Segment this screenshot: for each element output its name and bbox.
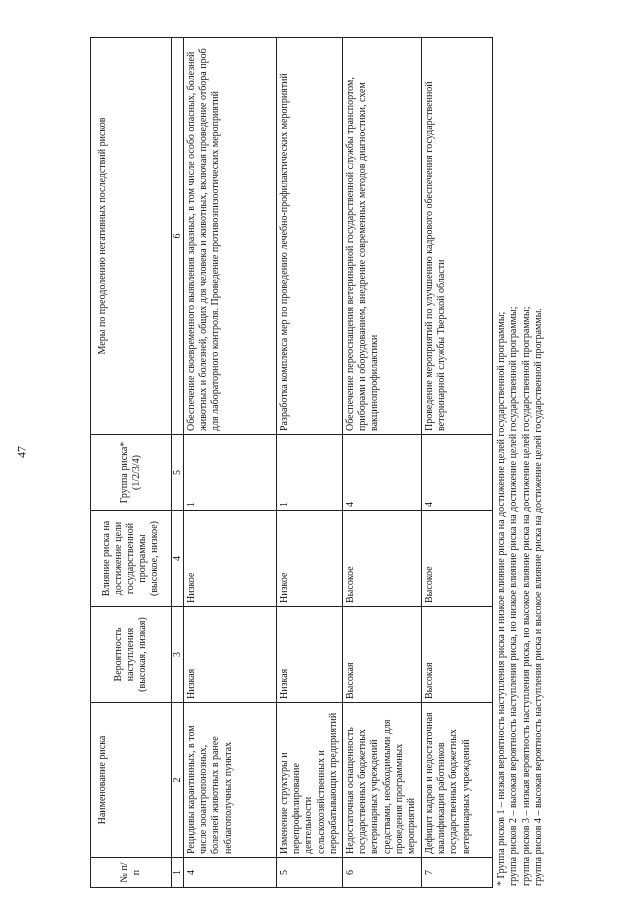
header-probability: Вероятность наступления (высокая, низкая) (91, 607, 172, 703)
impact-cell: Высокое (421, 511, 492, 607)
table-row (184, 38, 277, 888)
measures-cell: Разработка комплекса мер по проведению лечебно-профилактических мероприятий (277, 38, 343, 435)
risk-group-cell: 4 (342, 435, 421, 511)
header-measures: Меры по преодолению негативных последствий рисков (91, 38, 172, 435)
table-row (421, 38, 492, 888)
table-row (342, 38, 421, 888)
column-number: 4 (172, 511, 184, 607)
measures-cell: Обеспечение переоснащения ветеринарной государственной службы транспортом, приборами и оборудованием, внедрение современных методов диагностики, схем вакцинопрофилактики (342, 38, 421, 435)
risk-name-cell: Рецидивы карантинных, в том числе зооантропонозных, болезней животных в ранее неблагополучных пунктах (184, 703, 277, 858)
header-risk-group: Группа риска* (1/2/3/4) (91, 435, 172, 511)
column-number: 6 (172, 38, 184, 435)
risk-name-cell: Недостаточная оснащенность государственных бюджетных ветеринарных учреждений средствами, необходимыми для проведения программных мероприятий (342, 703, 421, 858)
risk-group-cell: 1 (184, 435, 277, 511)
column-number: 2 (172, 703, 184, 858)
footnote-line: группа рисков 2 – высокая вероятность наступления риска, но низкое влияние риска на достижение целей государственной программы; (508, 306, 520, 886)
risk-table (90, 37, 493, 888)
column-number: 5 (172, 435, 184, 511)
probability-cell: Высокая (342, 607, 421, 703)
footnote-line: * Группа рисков 1 – низкая вероятность наступления риска и низкое влияние риска на достижение целей государственной программы; (495, 311, 507, 886)
footnote-line: группа рисков 4 – высокая вероятность наступления риска и высокое влияние риска на достижение целей государственной программы. (533, 308, 545, 886)
column-number: 1 (172, 858, 184, 888)
risk-group-footnote (496, 38, 546, 888)
risk-name-cell: Изменение структуры и перепрофилирование деятельности сельскохозяйственных и перерабатывающих предприятий (277, 703, 343, 858)
measures-cell: Обеспечение своевременного выявления заразных, в том числе особо опасных, болезней животных и болезней, общих для человека и животных, включая проведение отбора проб для лабораторного контроля. Проведение противоэпизоотических мероприятий (184, 38, 277, 435)
column-number-row (172, 38, 184, 888)
probability-cell: Высокая (421, 607, 492, 703)
probability-cell: Низкая (184, 607, 277, 703)
page-number: 47 (14, 446, 29, 458)
impact-cell: Высокое (342, 511, 421, 607)
impact-cell: Низкое (184, 511, 277, 607)
risk-group-cell: 1 (277, 435, 343, 511)
column-number: 3 (172, 607, 184, 703)
measures-cell: Проведение мероприятий по улучшению кадрового обеспечения государственной ветеринарной службы Тверской области (421, 38, 492, 435)
header-impact: Влияние риска на достижение цели государственной программы (высокое, низкое) (91, 511, 172, 607)
footnote-line: группа рисков 3 – низкая вероятность наступления риска, но высокое влияние риска на достижение целей государственной программы; (520, 306, 532, 886)
risk-name-cell: Дефицит кадров и недостаточная квалификация работников государственных бюджетных ветеринарных учреждений (421, 703, 492, 858)
row-number: 5 (277, 858, 343, 888)
row-number: 7 (421, 858, 492, 888)
header-risk-name: Наименование риска (91, 703, 172, 858)
header-number: № п/п (91, 858, 172, 888)
row-number: 4 (184, 858, 277, 888)
rotated-page-content (90, 38, 610, 888)
row-number: 6 (342, 858, 421, 888)
impact-cell: Низкое (277, 511, 343, 607)
probability-cell: Низкая (277, 607, 343, 703)
table-header-row (91, 38, 172, 888)
risk-group-cell: 4 (421, 435, 492, 511)
table-row (277, 38, 343, 888)
